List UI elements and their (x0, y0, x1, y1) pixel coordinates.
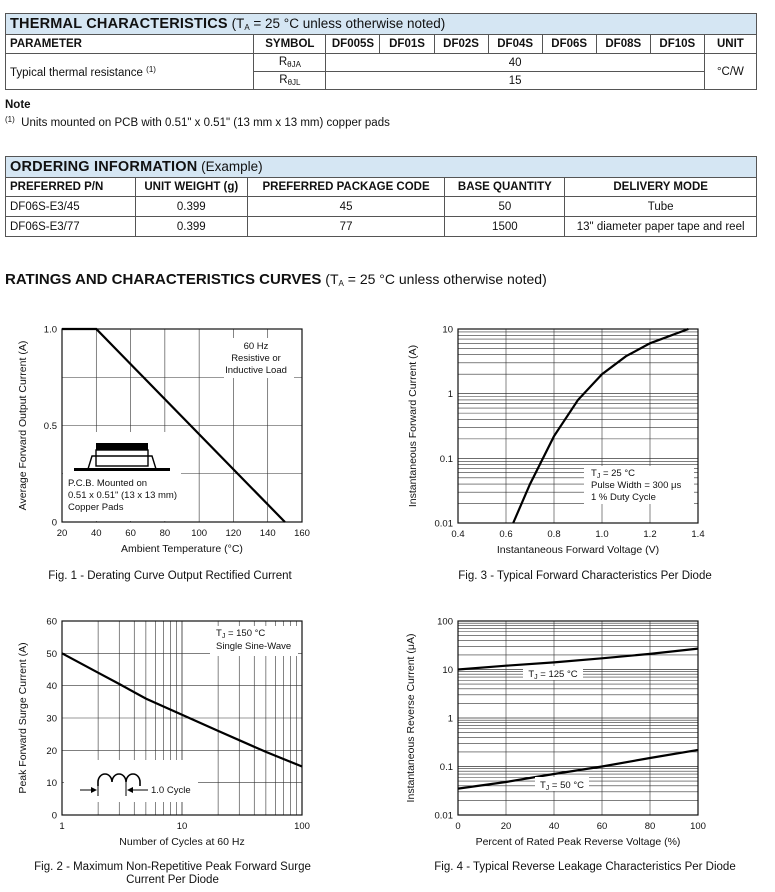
thermal-header-cell: PARAMETER (6, 35, 254, 54)
ordering-cell: 0.399 (135, 197, 247, 217)
x-tick-label: 1.4 (691, 529, 705, 540)
ordering-title: ORDERING INFORMATION (Example) (6, 157, 757, 178)
x-tick-label: 1 (59, 821, 65, 832)
ordering-cell: DF06S-E3/45 (6, 197, 136, 217)
series-label: $T_J = 125$ °C (528, 669, 578, 681)
thermal-header-cell: DF08S (596, 35, 650, 54)
x-tick-label: 60 (125, 528, 136, 539)
note-text: $^{(1)}$ Units mounted on PCB with 0.51" x 0.51" (13 mm x 13 mm) copper pads (5, 115, 390, 129)
thermal-title: THERMAL CHARACTERISTICS ($T_A = 25$ °C unless otherwise noted) (6, 14, 757, 35)
x-axis-label: Number of Cycles at 60 Hz (119, 836, 245, 848)
fig2-surge-chart (0, 610, 340, 855)
ordering-cell: Tube (565, 197, 757, 217)
x-tick-label: 40 (90, 528, 102, 539)
y-tick-label: 10 (442, 324, 453, 336)
ordering-row (6, 197, 757, 217)
ordering-table (5, 156, 757, 237)
thermal-header-cell: DF005S (326, 35, 380, 54)
ordering-header-row (6, 178, 757, 197)
fig2-caption: Fig. 2 - Maximum Non-Repetitive Peak Forward Surge Current Per Diode (34, 861, 311, 886)
thermal-header-row (6, 35, 757, 54)
ordering-cell: 13" diameter paper tape and reel (565, 217, 757, 237)
thermal-value-jl: 15 (326, 72, 704, 90)
y-tick-label: 20 (46, 745, 57, 757)
ordering-header-cell: UNIT WEIGHT (g) (135, 178, 247, 197)
x-tick-label: 0 (455, 821, 461, 832)
x-tick-label: 80 (644, 821, 656, 832)
ordering-header-cell: DELIVERY MODE (565, 178, 757, 197)
annotation-text: P.C.B. Mounted on (68, 478, 148, 489)
x-tick-label: 120 (225, 528, 242, 539)
annotation-text: Pulse Width = 300 μs (591, 480, 682, 491)
y-tick-label: 0.01 (434, 518, 453, 530)
fig1-derating-chart (0, 318, 340, 563)
thermal-table (5, 13, 757, 90)
annotation-text: 1 % Duty Cycle (591, 492, 656, 503)
annotation-text: 60 Hz (243, 341, 269, 352)
y-tick-label: 1 (447, 713, 453, 725)
fig4-caption: Fig. 4 - Typical Reverse Leakage Characteristics Per Diode (434, 861, 736, 873)
y-tick-label: 1 (447, 389, 453, 401)
y-tick-label: 10 (46, 778, 57, 790)
x-tick-label: 20 (500, 821, 512, 832)
curves-title: RATINGS AND CHARACTERISTICS CURVES ($T_A = 25$ °C unless otherwise noted) (5, 271, 547, 288)
y-tick-label: 0.1 (439, 453, 453, 465)
package-icon (96, 443, 148, 450)
thermal-title-main: THERMAL CHARACTERISTICS (10, 16, 228, 32)
ordering-header-cell: PREFERRED PACKAGE CODE (247, 178, 445, 197)
y-tick-label: 0 (51, 810, 57, 822)
y-tick-label: 40 (46, 681, 57, 693)
y-axis-label: Instantaneous Reverse Current (μA) (405, 633, 417, 803)
y-axis-label: Peak Forward Surge Current (A) (17, 642, 29, 794)
x-tick-label: 1.0 (595, 529, 609, 540)
y-tick-label: 0.1 (439, 762, 453, 773)
x-tick-label: 10 (176, 821, 188, 832)
x-tick-label: 0.4 (451, 529, 465, 540)
annotation-text: $T_J = 150$ °C (216, 628, 266, 640)
x-tick-label: 0.8 (547, 529, 561, 540)
annotation-text: Single Sine-Wave (216, 641, 292, 652)
fig3-forward-chart (395, 318, 765, 563)
fig3-caption: Fig. 3 - Typical Forward Characteristics Per Diode (458, 570, 712, 582)
x-tick-label: 20 (56, 528, 68, 539)
y-tick-label: 0.5 (43, 421, 57, 432)
thermal-header-cell: SYMBOL (254, 35, 326, 54)
note-heading: Note (5, 99, 31, 111)
y-tick-label: 50 (46, 648, 57, 660)
thermal-header-cell: DF04S (488, 35, 542, 54)
y-tick-label: 30 (46, 713, 57, 725)
x-tick-label: 100 (191, 528, 208, 539)
thermal-header-cell: DF01S (380, 35, 434, 54)
annotation-text: 0.51 x 0.51" (13 x 13 mm) (68, 490, 177, 501)
x-tick-label: 0.6 (499, 529, 513, 540)
y-axis-label: Instantaneous Forward Current (A) (407, 344, 419, 508)
ordering-cell: 50 (445, 197, 565, 217)
fig4-reverse-chart (395, 610, 765, 855)
thermal-value-ja: 40 (326, 54, 704, 72)
thermal-symbol-ja: $R_{\theta JA}$ (254, 54, 326, 72)
ordering-cell: DF06S-E3/77 (6, 217, 136, 237)
y-tick-label: 0.01 (434, 810, 453, 822)
x-tick-label: 100 (690, 821, 706, 832)
x-tick-label: 40 (548, 821, 560, 832)
ordering-cell: 77 (247, 217, 445, 237)
x-tick-label: 60 (596, 821, 608, 832)
x-tick-label: 160 (294, 528, 310, 539)
annotation-text: Resistive or (231, 353, 281, 364)
y-tick-label: 1.0 (43, 324, 57, 336)
ordering-header-cell: BASE QUANTITY (445, 178, 565, 197)
ordering-cell: 0.399 (135, 217, 247, 237)
series-label: $T_J = 50$ °C (539, 780, 585, 792)
y-tick-label: 60 (46, 616, 57, 628)
thermal-header-cell: DF06S (542, 35, 596, 54)
y-tick-label: 10 (442, 665, 453, 676)
thermal-header-cell: DF02S (434, 35, 488, 54)
ordering-cell: 1500 (445, 217, 565, 237)
x-tick-label: 100 (294, 821, 310, 832)
y-tick-label: 100 (437, 616, 453, 628)
thermal-param-cell: Typical thermal resistance $^{(1)}$ (6, 54, 254, 90)
package-icon (74, 468, 170, 471)
annotation-text: Inductive Load (225, 365, 287, 376)
ordering-header-cell: PREFERRED P/N (6, 178, 136, 197)
thermal-header-cell: UNIT (704, 35, 756, 54)
ordering-cell: 45 (247, 197, 445, 217)
fig1-caption: Fig. 1 - Derating Curve Output Rectified Current (48, 570, 292, 582)
annotation-text: 1.0 Cycle (151, 785, 191, 796)
ordering-row (6, 217, 757, 237)
y-axis-label: Average Forward Output Current (A) (17, 340, 29, 511)
thermal-unit: °C/W (704, 54, 756, 90)
thermal-header-cell: DF10S (650, 35, 704, 54)
x-tick-label: 1.2 (643, 529, 657, 540)
x-axis-label: Ambient Temperature (°C) (121, 543, 243, 555)
annotation-text: $T_J = 25$ °C (591, 468, 636, 480)
x-axis-label: Instantaneous Forward Voltage (V) (496, 544, 660, 556)
annotation-text: Copper Pads (68, 502, 124, 513)
thermal-symbol-jl: $R_{\theta JL}$ (254, 72, 326, 90)
y-tick-label: 0 (51, 517, 57, 529)
x-tick-label: 80 (159, 528, 171, 539)
x-axis-label: Percent of Rated Peak Reverse Voltage (%) (475, 836, 681, 848)
x-tick-label: 140 (259, 528, 276, 539)
